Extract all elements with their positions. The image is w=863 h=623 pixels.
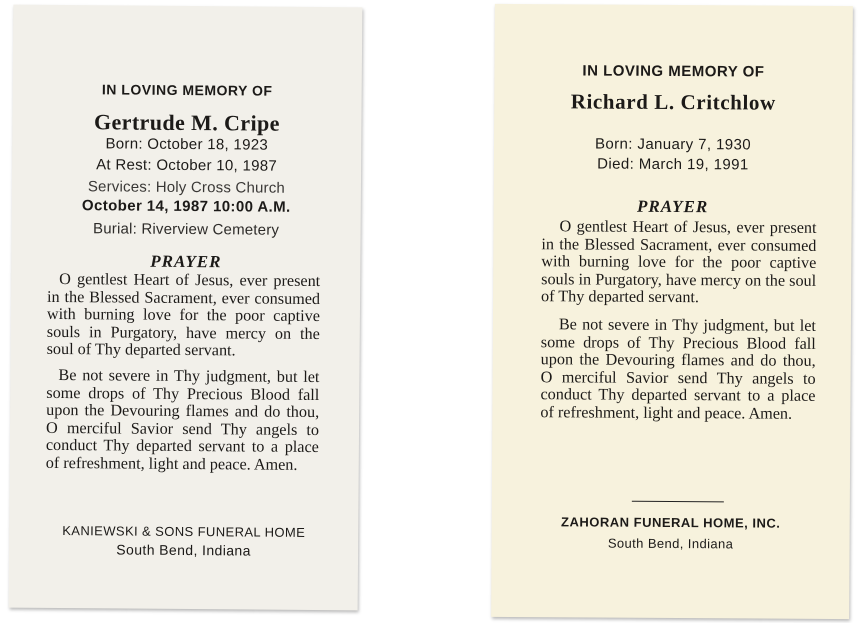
funeral-home-name: ZAHORAN FUNERAL HOME, INC.	[561, 514, 781, 531]
born-date: Born: January 7, 1930	[594, 135, 752, 154]
deceased-name: Richard L. Critchlow	[570, 89, 776, 115]
funeral-home-location: South Bend, Indiana	[607, 535, 734, 552]
prayer-paragraph: O gentlest Heart of Jesus, ever present in the Blessed Sacrament, ever consumed with burning love for the poor captive souls in Purgatory, have mercy on the soul of Thy departed servant.	[46, 270, 321, 360]
prayer-heading: PRAYER	[150, 251, 222, 272]
service-time: October 14, 1987 10:00 A.M.	[81, 197, 291, 216]
prayer-text	[46, 271, 321, 475]
prayer-text	[540, 218, 816, 423]
died-date: Died: March 19, 1991	[597, 155, 749, 174]
memorial-card-gertrude	[9, 5, 363, 611]
divider-line	[632, 501, 724, 503]
at-rest-date: At Rest: October 10, 1987	[96, 156, 278, 175]
prayer-paragraph: Be not severe in Thy judgment, but let some drops of Thy Precious Blood fall upon the Devouring flames and do thou, O merciful Savior send Thy angels to conduct Thy departed servant to a place of refreshment, light and peace. Amen.	[45, 365, 320, 474]
prayer-paragraph: O gentlest Heart of Jesus, ever present in the Blessed Sacrament, ever consumed with burning love for the poor captive souls in Purgatory, have mercy on the soul of Thy departed servant.	[541, 217, 817, 307]
services-location: Services: Holy Cross Church	[87, 178, 286, 197]
card-header: IN LOVING MEMORY OF	[101, 81, 273, 99]
card-header: IN LOVING MEMORY OF	[582, 62, 765, 81]
born-date: Born: October 18, 1923	[105, 135, 269, 154]
funeral-home-location: South Bend, Indiana	[116, 541, 251, 559]
deceased-name: Gertrude M. Cripe	[93, 109, 280, 136]
prayer-paragraph: Be not severe in Thy judgment, but let some drops of Thy Precious Blood fall upon the Devouring flames and do thou, O merciful Savior send Thy angels to conduct Thy departed servant to a place of refreshment, light and peace. Amen.	[540, 315, 816, 423]
prayer-heading: PRAYER	[636, 196, 709, 217]
memorial-card-richard	[491, 4, 853, 619]
burial-location: Burial: Riverview Cemetery	[93, 220, 280, 239]
funeral-home-name: KANIEWSKI & SONS FUNERAL HOME	[62, 523, 306, 540]
